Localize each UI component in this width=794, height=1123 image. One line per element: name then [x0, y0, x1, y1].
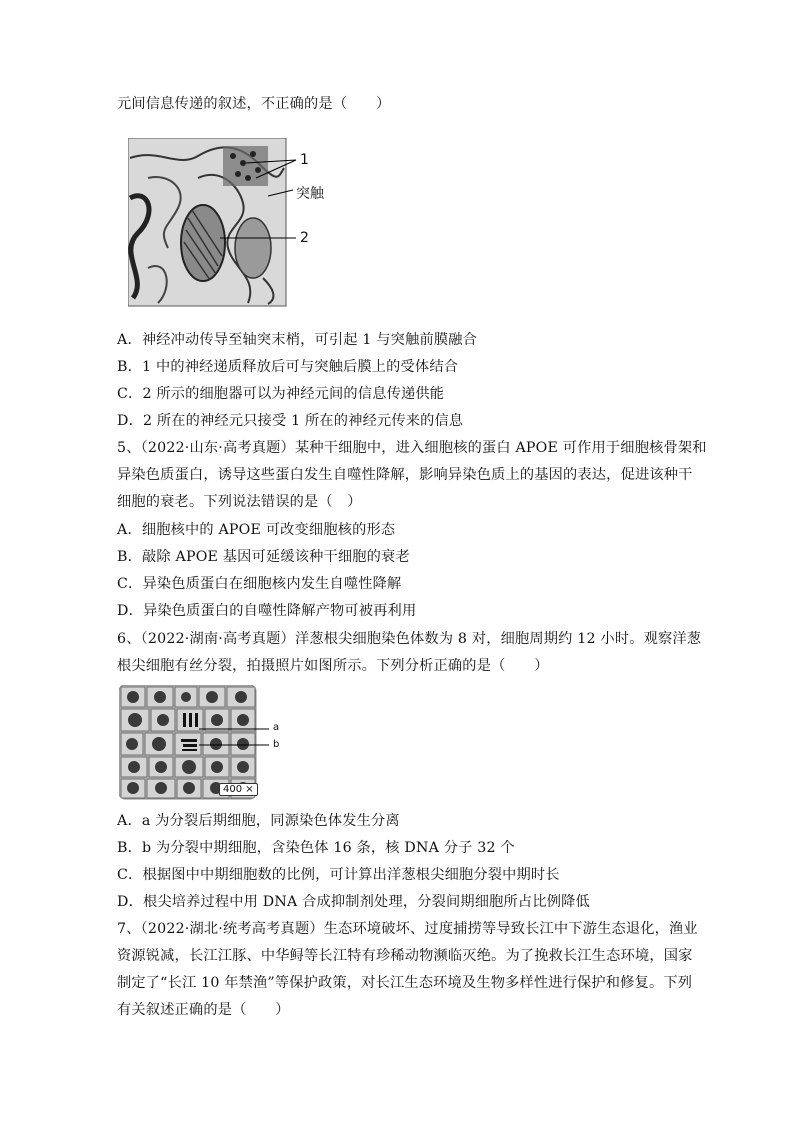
figure1-label-synapse: 突触 — [296, 186, 324, 202]
q5-option-b: B．敲除 APOE 基因可延缓该种干细胞的衰老 — [117, 549, 410, 565]
q5-option-d: D．异染色质蛋白的自噬性降解产物可被再利用 — [117, 603, 417, 619]
q7-stem-line4: 有关叙述正确的是（ ） — [117, 1002, 290, 1018]
q6-option-b: B．b 为分裂中期细胞，含染色体 16 条，核 DNA 分子 32 个 — [117, 840, 515, 856]
figure1-label-2: 2 — [300, 230, 309, 246]
q5-stem-line2: 异染色质蛋白，诱导这些蛋白发生自噬性降解，影响异染色质上的基因的表达，促进该种干 — [117, 467, 693, 483]
q6-stem-line2: 根尖细胞有丝分裂，拍摄照片如图所示。下列分析正确的是（ ） — [117, 658, 549, 674]
q6-option-c: C．根据图中中期细胞数的比例，可计算出洋葱根尖细胞分裂中期时长 — [117, 867, 560, 883]
q7-stem-line2: 资源锐减，长江江豚、中华鲟等长江特有珍稀动物濒临灭绝。为了挽救长江生态环境，国家 — [117, 948, 693, 964]
q7-stem-line3: 制定了“长江 10 年禁渔”等保护政策，对长江生态环境及生物多样性进行保护和修复。下列 — [117, 975, 693, 991]
figure2-label-b: b — [273, 739, 280, 750]
figure1-label-1: 1 — [300, 152, 309, 168]
q4-option-a: A．神经冲动传导至轴突末梢，可引起 1 与突触前膜融合 — [117, 332, 478, 348]
q5-stem-line3: 细胞的衰老。下列说法错误的是（ ） — [117, 494, 362, 510]
q4-option-c: C．2 所示的细胞器可以为神经元间的信息传递供能 — [117, 386, 445, 402]
q4-stem-tail: 元间信息传递的叙述，不正确的是（ ） — [117, 96, 391, 112]
synapse-micrograph — [128, 138, 328, 308]
q7-stem-line1: 7、（2022·湖北·统考高考真题）生态环境破坏、过度捕捞等导致长江中下游生态退化，渔业 — [117, 921, 698, 937]
q6-stem-line1: 6、（2022·湖南·高考真题）洋葱根尖细胞染色体数为 8 对，细胞周期约 12 小时。观察洋葱 — [117, 631, 702, 647]
magnification-badge: 400 × — [219, 783, 258, 796]
q6-option-d: D．根尖培养过程中用 DNA 合成抑制剂处理，分裂间期细胞所占比例降低 — [117, 894, 590, 910]
figure2-label-a: a — [273, 722, 280, 733]
q5-stem-line1: 5、（2022·山东·高考真题）某种干细胞中，进入细胞核的蛋白 APOE 可作用于细胞核骨架和 — [117, 440, 707, 456]
q6-option-a: A．a 为分裂后期细胞，同源染色体发生分离 — [117, 813, 400, 829]
q4-option-b: B．1 中的神经递质释放后可与突触后膜上的受体结合 — [117, 359, 459, 375]
q4-option-d: D．2 所在的神经元只接受 1 所在的神经元传来的信息 — [117, 413, 464, 429]
q5-option-c: C．异染色质蛋白在细胞核内发生自噬性降解 — [117, 576, 402, 592]
q5-option-a: A．细胞核中的 APOE 可改变细胞核的形态 — [117, 522, 396, 538]
onion-root-tip-micrograph — [119, 685, 289, 801]
